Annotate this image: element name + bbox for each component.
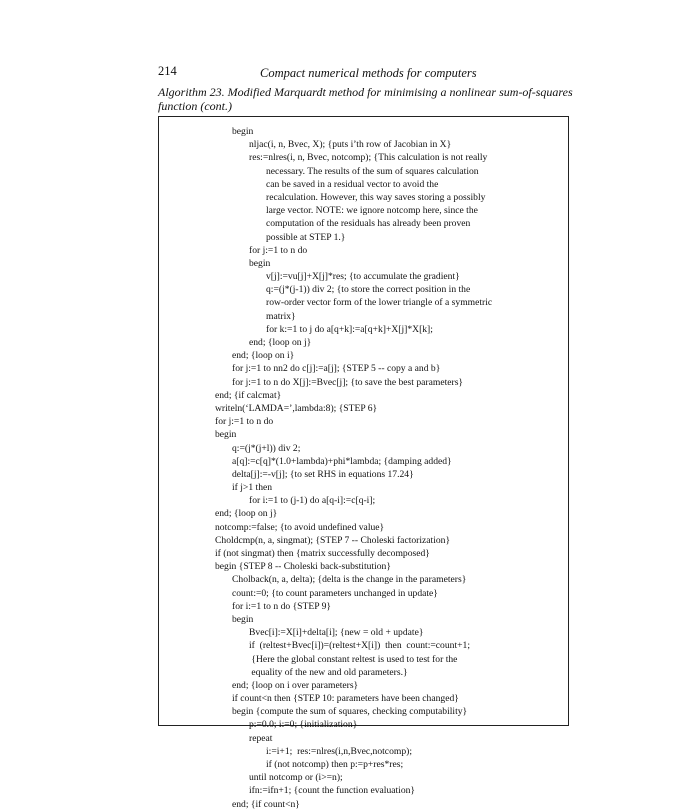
code-line: begin {compute the sum of squares, checking computability} [232, 706, 468, 718]
code-line: large vector. NOTE: we ignore notcomp here, since the [266, 205, 478, 217]
code-line: q:=(j*(j-1)) div 2; {to store the correct position in the [266, 284, 471, 296]
code-line: repeat [249, 732, 273, 744]
code-line: necessary. The results of the sum of squares calculation [266, 165, 479, 177]
code-line: for k:=1 to j do a[q+k]:=a[q+k]+X[j]*X[k]; [266, 323, 433, 335]
code-line: possible at STEP 1.} [266, 231, 346, 243]
code-line: end; {if count<n} [232, 798, 300, 810]
code-line: for j:=1 to n do [249, 244, 308, 256]
code-line: if (reltest+Bvec[i])=(reltest+X[i]) then count:=count+1; [249, 640, 470, 652]
algorithm-caption: Algorithm 23. Modified Marquardt method for minimising a nonlinear sum-of-squares function (cont.) [158, 85, 573, 113]
code-line: nljac(i, n, Bvec, X); {puts i’th row of Jacobian in X} [249, 139, 452, 151]
code-line: begin {STEP 8 -- Choleski back-substitution} [215, 561, 391, 573]
code-lines [215, 125, 492, 811]
code-line: row-order vector form of the lower triangle of a symmetric [266, 297, 493, 309]
code-line: end; {loop on i over parameters} [232, 679, 359, 691]
code-line: res:=nlres(i, n, Bvec, notcomp); {This calculation is not really [249, 152, 488, 164]
code-line: a[q]:=c[q]*(1.0+lambda)+phi*lambda; {damping added} [232, 455, 452, 467]
code-line: v[j]:=vu[j]+X[j]*res; {to accumulate the gradient} [266, 271, 460, 283]
code-listing-box [158, 116, 569, 810]
code-line: for j:=1 to n do [215, 416, 274, 428]
code-line: begin [232, 126, 254, 137]
code-line: for j:=1 to n do X[j]:=Bvec[j]; {to save the best parameters} [232, 376, 464, 388]
code-line: if j>1 then [232, 482, 273, 494]
code-line: Bvec[i]:=X[i]+delta[i]; {new = old + update} [249, 627, 424, 639]
code-line: if count<n then {STEP 10: parameters have been changed} [232, 693, 459, 705]
code-line: q:=(j*(j+l)) div 2; [232, 442, 301, 454]
code-line: for i:=1 to n do {STEP 9} [232, 600, 332, 612]
code-line: for j:=1 to nn2 do c[j]:=a[j]; {STEP 5 -- copy a and b} [232, 363, 441, 375]
code-line: for i:=1 to (j-1) do a[q-i]:=c[q-i]; [249, 495, 376, 507]
code-line: delta[j]:=-v[j]; {to set RHS in equations 17.24} [232, 468, 414, 480]
code-line: equality of the new and old parameters.} [249, 666, 408, 678]
code-line: begin [249, 257, 271, 269]
code-line: recalculation. However, this way saves storing a possibly [266, 191, 486, 203]
page-number: 214 [158, 64, 177, 78]
code-line: end; {loop on j} [215, 508, 278, 520]
code-line: if (not singmat) then {matrix successfully decomposed} [215, 548, 430, 559]
code-line: matrix} [266, 310, 296, 322]
running-head: Compact numerical methods for computers [260, 66, 477, 80]
code-line: computation of the residuals has already been proven [266, 218, 471, 230]
code-line: end; {if calcmat} [215, 389, 282, 401]
code-line: p:=0.0; i:=0; {initialization} [249, 719, 358, 731]
code-line: notcomp:=false; {to avoid undefined value} [215, 521, 385, 533]
code-line: ifn:=ifn+1; {count the function evaluation} [249, 785, 416, 797]
code-line: until notcomp or (i>=n); [249, 772, 343, 784]
code-line: writeln(‘LAMDA=’,lambda:8); {STEP 6} [215, 402, 378, 414]
code-line: Cholback(n, a, delta); {delta is the change in the parameters} [232, 574, 467, 586]
code-line: end; {loop on j} [249, 337, 312, 348]
code-line: {Here the global constant reltest is used to test for the [249, 653, 458, 665]
code-line: can be saved in a residual vector to avoid the [266, 178, 439, 190]
code-line: end; {loop on i} [232, 350, 295, 362]
code-line: if (not notcomp) then p:=p+res*res; [266, 759, 404, 770]
code-line: Choldcmp(n, a, singmat); {STEP 7 -- Choleski factorization} [215, 534, 451, 546]
code-line: begin [232, 613, 254, 625]
code-line: i:=i+1; res:=nlres(i,n,Bvec,notcomp); [266, 745, 412, 757]
code-line: count:=0; {to count parameters unchanged in update} [232, 587, 438, 599]
code-line: begin [215, 429, 237, 441]
